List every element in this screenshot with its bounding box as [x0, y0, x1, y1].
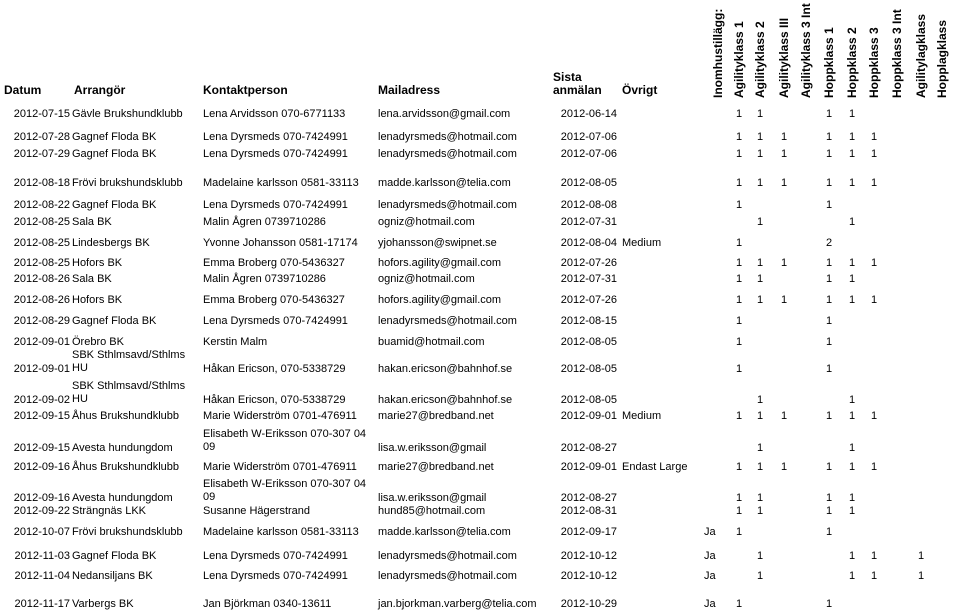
cell-agilityklass-1: 1 [735, 410, 743, 422]
cell-hoppklass-1: 1 [825, 177, 833, 189]
cell-mail: hofors.agility@gmail.com [378, 294, 502, 306]
cell-mail: lenadyrsmeds@hotmail.com [378, 550, 517, 562]
cell-arrangor: Gagnef Floda BK [72, 199, 157, 211]
cell-hoppklass-3: 1 [870, 131, 878, 143]
cell-datum: 2012-09-15 [13, 442, 70, 454]
cell-agilityklass-2: 1 [756, 505, 764, 517]
cell-sista: 2012-08-15 [560, 315, 617, 327]
cell-arrangor: Gagnef Floda BK [72, 148, 157, 160]
cell-agilityklass-1: 1 [735, 492, 743, 504]
cell-inomhus: Ja [704, 550, 716, 562]
cell-arrangor: Gagnef Floda BK [72, 131, 157, 143]
cell-arrangor: Örebro BK [72, 336, 124, 348]
cell-agilityklass-1: 1 [735, 199, 743, 211]
cell-sista: 2012-09-17 [560, 526, 617, 538]
cell-mail: ogniz@hotmail.com [378, 273, 475, 285]
cell-agilityklass-2: 1 [756, 257, 764, 269]
cell-arrangor: Åhus Brukshundklubb [72, 461, 180, 473]
header-hoppklass-3: Hoppklass 3 [867, 27, 881, 98]
cell-kontakt: Marie Widerström 0701-476911 [203, 461, 357, 473]
header-hoppklass-2: Hoppklass 2 [845, 27, 859, 98]
cell-kontakt: 09 [203, 491, 216, 503]
header-sista-line2: anmälan [553, 83, 602, 97]
cell-datum: 2012-09-16 [13, 492, 70, 504]
cell-arrangor: Åhus Brukshundklubb [72, 410, 180, 422]
cell-datum: 2012-08-18 [13, 177, 70, 189]
cell-mail: lisa.w.eriksson@gmail [378, 442, 487, 454]
cell-inomhus: Ja [704, 526, 716, 538]
cell-hoppklass-2: 1 [848, 108, 856, 120]
cell-agilityklass-2: 1 [756, 410, 764, 422]
cell-arrangor: Strängnäs LKK [72, 505, 146, 517]
cell-agilityklass-1: 1 [735, 505, 743, 517]
cell-arrangor: Sala BK [72, 273, 112, 285]
cell-hoppklass-1: 1 [825, 199, 833, 211]
cell-sista: 2012-09-01 [560, 461, 617, 473]
cell-arrangor: Gagnef Floda BK [72, 315, 157, 327]
header-agilityklass-3-int: Agilityklass 3 Int [799, 3, 813, 98]
cell-arrangor: SBK Sthlmsavd/Sthlms [72, 349, 186, 361]
cell-arrangor: Avesta hundungdom [72, 492, 173, 504]
cell-datum: 2012-09-16 [13, 461, 70, 473]
cell-arrangor: Hofors BK [72, 294, 123, 306]
cell-hoppklass-2: 1 [848, 505, 856, 517]
cell-hoppklass-2: 1 [848, 394, 856, 406]
cell-datum: 2012-09-01 [13, 336, 70, 348]
cell-kontakt: Emma Broberg 070-5436327 [203, 257, 345, 269]
cell-datum: 2012-09-01 [13, 363, 70, 375]
cell-arrangor: Avesta hundungdom [72, 442, 173, 454]
cell-mail: hakan.ericson@bahnhof.se [378, 363, 513, 375]
cell-datum: 2012-09-02 [13, 394, 70, 406]
cell-arrangor: Sala BK [72, 216, 112, 228]
cell-hoppklass-2: 1 [848, 550, 856, 562]
cell-hoppklass-2: 1 [848, 148, 856, 160]
cell-mail: hakan.ericson@bahnhof.se [378, 394, 513, 406]
header-hoppklass-3-int: Hoppklass 3 Int [890, 9, 904, 98]
cell-datum: 2012-09-15 [13, 410, 70, 422]
cell-sista: 2012-09-01 [560, 410, 617, 422]
cell-hoppklass-3: 1 [870, 257, 878, 269]
cell-sista: 2012-07-06 [560, 148, 617, 160]
cell-mail: madde.karlsson@telia.com [378, 526, 511, 538]
cell-sista: 2012-08-05 [560, 394, 617, 406]
cell-hoppklass-2: 1 [848, 461, 856, 473]
cell-arrangor: Gävle Brukshundklubb [72, 108, 183, 120]
header-agilityklass-iii: Agilityklass III [777, 17, 791, 98]
cell-agilityklass-2: 1 [756, 394, 764, 406]
cell-kontakt: Lena Dyrsmeds 070-7424991 [203, 315, 348, 327]
cell-sista: 2012-07-26 [560, 257, 617, 269]
cell-agilityklass-2: 1 [756, 148, 764, 160]
cell-arrangor: Lindesbergs BK [72, 237, 150, 249]
cell-mail: yjohansson@swipnet.se [378, 237, 497, 249]
cell-kontakt: Lena Arvidsson 070-6771133 [203, 108, 346, 120]
cell-datum: 2012-08-26 [13, 273, 70, 285]
cell-agilityklass-2: 1 [756, 273, 764, 285]
cell-hoppklass-1: 1 [825, 108, 833, 120]
cell-hoppklass-1: 1 [825, 148, 833, 160]
cell-agilityklass-iii: 1 [780, 131, 788, 143]
cell-hoppklass-1: 1 [825, 461, 833, 473]
cell-datum: 2012-08-25 [13, 237, 70, 249]
cell-hoppklass-2: 1 [848, 570, 856, 582]
cell-agilityklass-1: 1 [735, 148, 743, 160]
cell-inomhus: Ja [704, 570, 716, 582]
cell-datum: 2012-08-26 [13, 294, 70, 306]
cell-agilityklass-1: 1 [735, 363, 743, 375]
cell-arrangor: Varbergs BK [72, 598, 134, 610]
cell-mail: lena.arvidsson@gmail.com [378, 108, 511, 120]
cell-hoppklass-1: 1 [825, 315, 833, 327]
cell-mail: marie27@bredband.net [378, 461, 494, 473]
cell-sista: 2012-08-08 [560, 199, 617, 211]
cell-sista: 2012-06-14 [560, 108, 617, 120]
cell-hoppklass-1: 1 [825, 257, 833, 269]
cell-agilityklass-2: 1 [756, 570, 764, 582]
cell-datum: 2012-07-15 [13, 108, 70, 120]
cell-datum: 2012-11-03 [14, 550, 70, 562]
cell-kontakt: Lena Dyrsmeds 070-7424991 [203, 570, 348, 582]
cell-sista: 2012-08-04 [560, 237, 617, 249]
cell-kontakt: Elisabeth W-Eriksson 070-307 04 [203, 428, 367, 440]
cell-mail: jan.bjorkman.varberg@telia.com [378, 598, 537, 610]
cell-hoppklass-1: 1 [825, 598, 833, 610]
cell-datum: 2012-07-28 [13, 131, 70, 143]
cell-agilityklass-1: 1 [735, 177, 743, 189]
cell-agilityklass-1: 1 [735, 526, 743, 538]
header-agilitylagklass: Agilitylagklass [914, 13, 928, 98]
cell-agilityklass-2: 1 [756, 177, 764, 189]
cell-hoppklass-2: 1 [848, 442, 856, 454]
cell-arrangor: SBK Sthlmsavd/Sthlms [72, 380, 186, 392]
cell-agilityklass-1: 1 [735, 257, 743, 269]
cell-sista: 2012-10-12 [560, 570, 617, 582]
cell-inomhus: Ja [704, 598, 716, 610]
header-mailadress: Mailadress [378, 83, 441, 97]
cell-kontakt: Susanne Hägerstrand [203, 505, 311, 517]
cell-mail: lenadyrsmeds@hotmail.com [378, 148, 517, 160]
cell-hoppklass-1: 1 [825, 526, 833, 538]
cell-agilityklass-2: 1 [756, 294, 764, 306]
header-agilityklass-2: Agilityklass 2 [753, 21, 767, 98]
cell-kontakt: Kerstin Malm [203, 336, 268, 348]
cell-sista: 2012-10-12 [560, 550, 617, 562]
cell-kontakt: Yvonne Johansson 0581-17174 [203, 237, 358, 249]
cell-agilityklass-1: 1 [735, 336, 743, 348]
cell-sista: 2012-07-26 [560, 294, 617, 306]
cell-ovrigt: Medium [622, 410, 662, 422]
header-arrangor: Arrangör [74, 83, 126, 97]
cell-agilityklass-2: 1 [756, 461, 764, 473]
cell-hoppklass-3: 1 [870, 177, 878, 189]
cell-arrangor: Gagnef Floda BK [72, 550, 157, 562]
cell-mail: lenadyrsmeds@hotmail.com [378, 199, 517, 211]
cell-agilityklass-2: 1 [756, 550, 764, 562]
cell-agilityklass-1: 1 [735, 294, 743, 306]
cell-agilityklass-1: 1 [735, 131, 743, 143]
header-kontaktperson: Kontaktperson [203, 83, 288, 97]
cell-hoppklass-1: 1 [825, 363, 833, 375]
cell-sista: 2012-10-29 [560, 598, 617, 610]
cell-mail: lenadyrsmeds@hotmail.com [378, 570, 517, 582]
cell-datum: 2012-11-17 [14, 598, 70, 610]
cell-mail: buamid@hotmail.com [378, 336, 485, 348]
cell-arrangor: Hofors BK [72, 257, 123, 269]
cell-hoppklass-2: 1 [848, 294, 856, 306]
cell-mail: madde.karlsson@telia.com [378, 177, 511, 189]
cell-arrangor: Frövi brukshundsklubb [72, 177, 183, 189]
cell-mail: hund85@hotmail.com [378, 505, 486, 517]
cell-kontakt: Elisabeth W-Eriksson 070-307 04 [203, 478, 367, 490]
cell-agilityklass-iii: 1 [780, 257, 788, 269]
cell-agilityklass-1: 1 [735, 315, 743, 327]
cell-datum: 2012-08-29 [13, 315, 70, 327]
cell-kontakt: Malin Ågren 0739710286 [203, 216, 326, 228]
cell-datum: 2012-09-22 [13, 505, 70, 517]
cell-hoppklass-1: 1 [825, 505, 833, 517]
cell-datum: 2012-11-04 [14, 570, 70, 582]
cell-hoppklass-3: 1 [870, 550, 878, 562]
cell-kontakt: Jan Björkman 0340-13611 [203, 598, 332, 610]
cell-arrangor: Frövi brukshundsklubb [72, 526, 183, 538]
cell-hoppklass-3: 1 [870, 410, 878, 422]
cell-hoppklass-1: 2 [825, 237, 833, 249]
cell-arrangor: Nedansiljans BK [72, 570, 153, 582]
cell-sista: 2012-08-27 [560, 442, 617, 454]
cell-sista: 2012-07-31 [560, 216, 617, 228]
header-inomhustillagg: Inomhustillägg: [711, 8, 725, 98]
cell-kontakt: Lena Dyrsmeds 070-7424991 [203, 148, 348, 160]
cell-hoppklass-1: 1 [825, 273, 833, 285]
cell-hoppklass-1: 1 [825, 294, 833, 306]
cell-agilityklass-1: 1 [735, 273, 743, 285]
cell-hoppklass-1: 1 [825, 336, 833, 348]
cell-kontakt: Malin Ågren 0739710286 [203, 273, 326, 285]
cell-agilityklass-2: 1 [756, 442, 764, 454]
cell-kontakt: Lena Dyrsmeds 070-7424991 [203, 199, 348, 211]
cell-ovrigt: Medium [622, 237, 662, 249]
cell-kontakt: Marie Widerström 0701-476911 [203, 410, 357, 422]
cell-agilityklass-1: 1 [735, 108, 743, 120]
cell-hoppklass-1: 1 [825, 410, 833, 422]
cell-datum: 2012-08-25 [13, 257, 70, 269]
cell-sista: 2012-08-05 [560, 336, 617, 348]
cell-datum: 2012-08-22 [13, 199, 70, 211]
header-sista-line1: Sista [553, 70, 582, 84]
cell-arrangor: HU [72, 362, 88, 374]
cell-agilityklass-2: 1 [756, 216, 764, 228]
cell-hoppklass-1: 1 [825, 492, 833, 504]
cell-mail: lenadyrsmeds@hotmail.com [378, 131, 517, 143]
cell-agilitylagklass: 1 [917, 550, 925, 562]
cell-agilityklass-iii: 1 [780, 148, 788, 160]
cell-agilityklass-2: 1 [756, 131, 764, 143]
cell-kontakt: Lena Dyrsmeds 070-7424991 [203, 131, 348, 143]
cell-kontakt: Lena Dyrsmeds 070-7424991 [203, 550, 348, 562]
cell-kontakt: Emma Broberg 070-5436327 [203, 294, 345, 306]
header-hoppklass-1: Hoppklass 1 [822, 27, 836, 98]
cell-datum: 2012-08-25 [13, 216, 70, 228]
cell-kontakt: 09 [203, 441, 216, 453]
cell-hoppklass-2: 1 [848, 177, 856, 189]
header-datum: Datum [4, 83, 42, 97]
header-hopplagklass: Hopplagklass [935, 19, 949, 98]
cell-hoppklass-3: 1 [870, 148, 878, 160]
cell-datum: 2012-10-07 [13, 526, 70, 538]
cell-mail: marie27@bredband.net [378, 410, 494, 422]
cell-hoppklass-2: 1 [848, 492, 856, 504]
cell-agilityklass-1: 1 [735, 237, 743, 249]
cell-agilityklass-iii: 1 [780, 294, 788, 306]
cell-sista: 2012-08-05 [560, 177, 617, 189]
cell-kontakt: Madelaine karlsson 0581-33113 [203, 526, 359, 538]
cell-kontakt: Madelaine karlsson 0581-33113 [203, 177, 359, 189]
cell-hoppklass-3: 1 [870, 461, 878, 473]
cell-kontakt: Håkan Ericson, 070-5338729 [203, 363, 346, 375]
cell-agilityklass-iii: 1 [780, 410, 788, 422]
header-ovrigt: Övrigt [622, 83, 658, 97]
cell-sista: 2012-07-06 [560, 131, 617, 143]
cell-mail: lisa.w.eriksson@gmail [378, 492, 487, 504]
cell-hoppklass-1: 1 [825, 131, 833, 143]
cell-datum: 2012-07-29 [13, 148, 70, 160]
cell-agilityklass-2: 1 [756, 492, 764, 504]
cell-agilityklass-iii: 1 [780, 177, 788, 189]
cell-kontakt: Håkan Ericson, 070-5338729 [203, 394, 346, 406]
cell-agilitylagklass: 1 [917, 570, 925, 582]
cell-hoppklass-3: 1 [870, 294, 878, 306]
cell-mail: hofors.agility@gmail.com [378, 257, 502, 269]
cell-agilityklass-iii: 1 [780, 461, 788, 473]
cell-sista: 2012-08-31 [560, 505, 617, 517]
cell-ovrigt: Endast Large [622, 461, 688, 473]
cell-hoppklass-2: 1 [848, 216, 856, 228]
cell-agilityklass-1: 1 [735, 461, 743, 473]
cell-agilityklass-2: 1 [756, 108, 764, 120]
cell-hoppklass-2: 1 [848, 257, 856, 269]
cell-mail: lenadyrsmeds@hotmail.com [378, 315, 517, 327]
cell-hoppklass-2: 1 [848, 273, 856, 285]
header-agilityklass-1: Agilityklass 1 [732, 21, 746, 98]
cell-hoppklass-3: 1 [870, 570, 878, 582]
cell-mail: ogniz@hotmail.com [378, 216, 475, 228]
cell-hoppklass-2: 1 [848, 410, 856, 422]
cell-hoppklass-2: 1 [848, 131, 856, 143]
cell-sista: 2012-07-31 [560, 273, 617, 285]
cell-sista: 2012-08-05 [560, 363, 617, 375]
cell-sista: 2012-08-27 [560, 492, 617, 504]
cell-arrangor: HU [72, 393, 88, 405]
cell-agilityklass-1: 1 [735, 598, 743, 610]
